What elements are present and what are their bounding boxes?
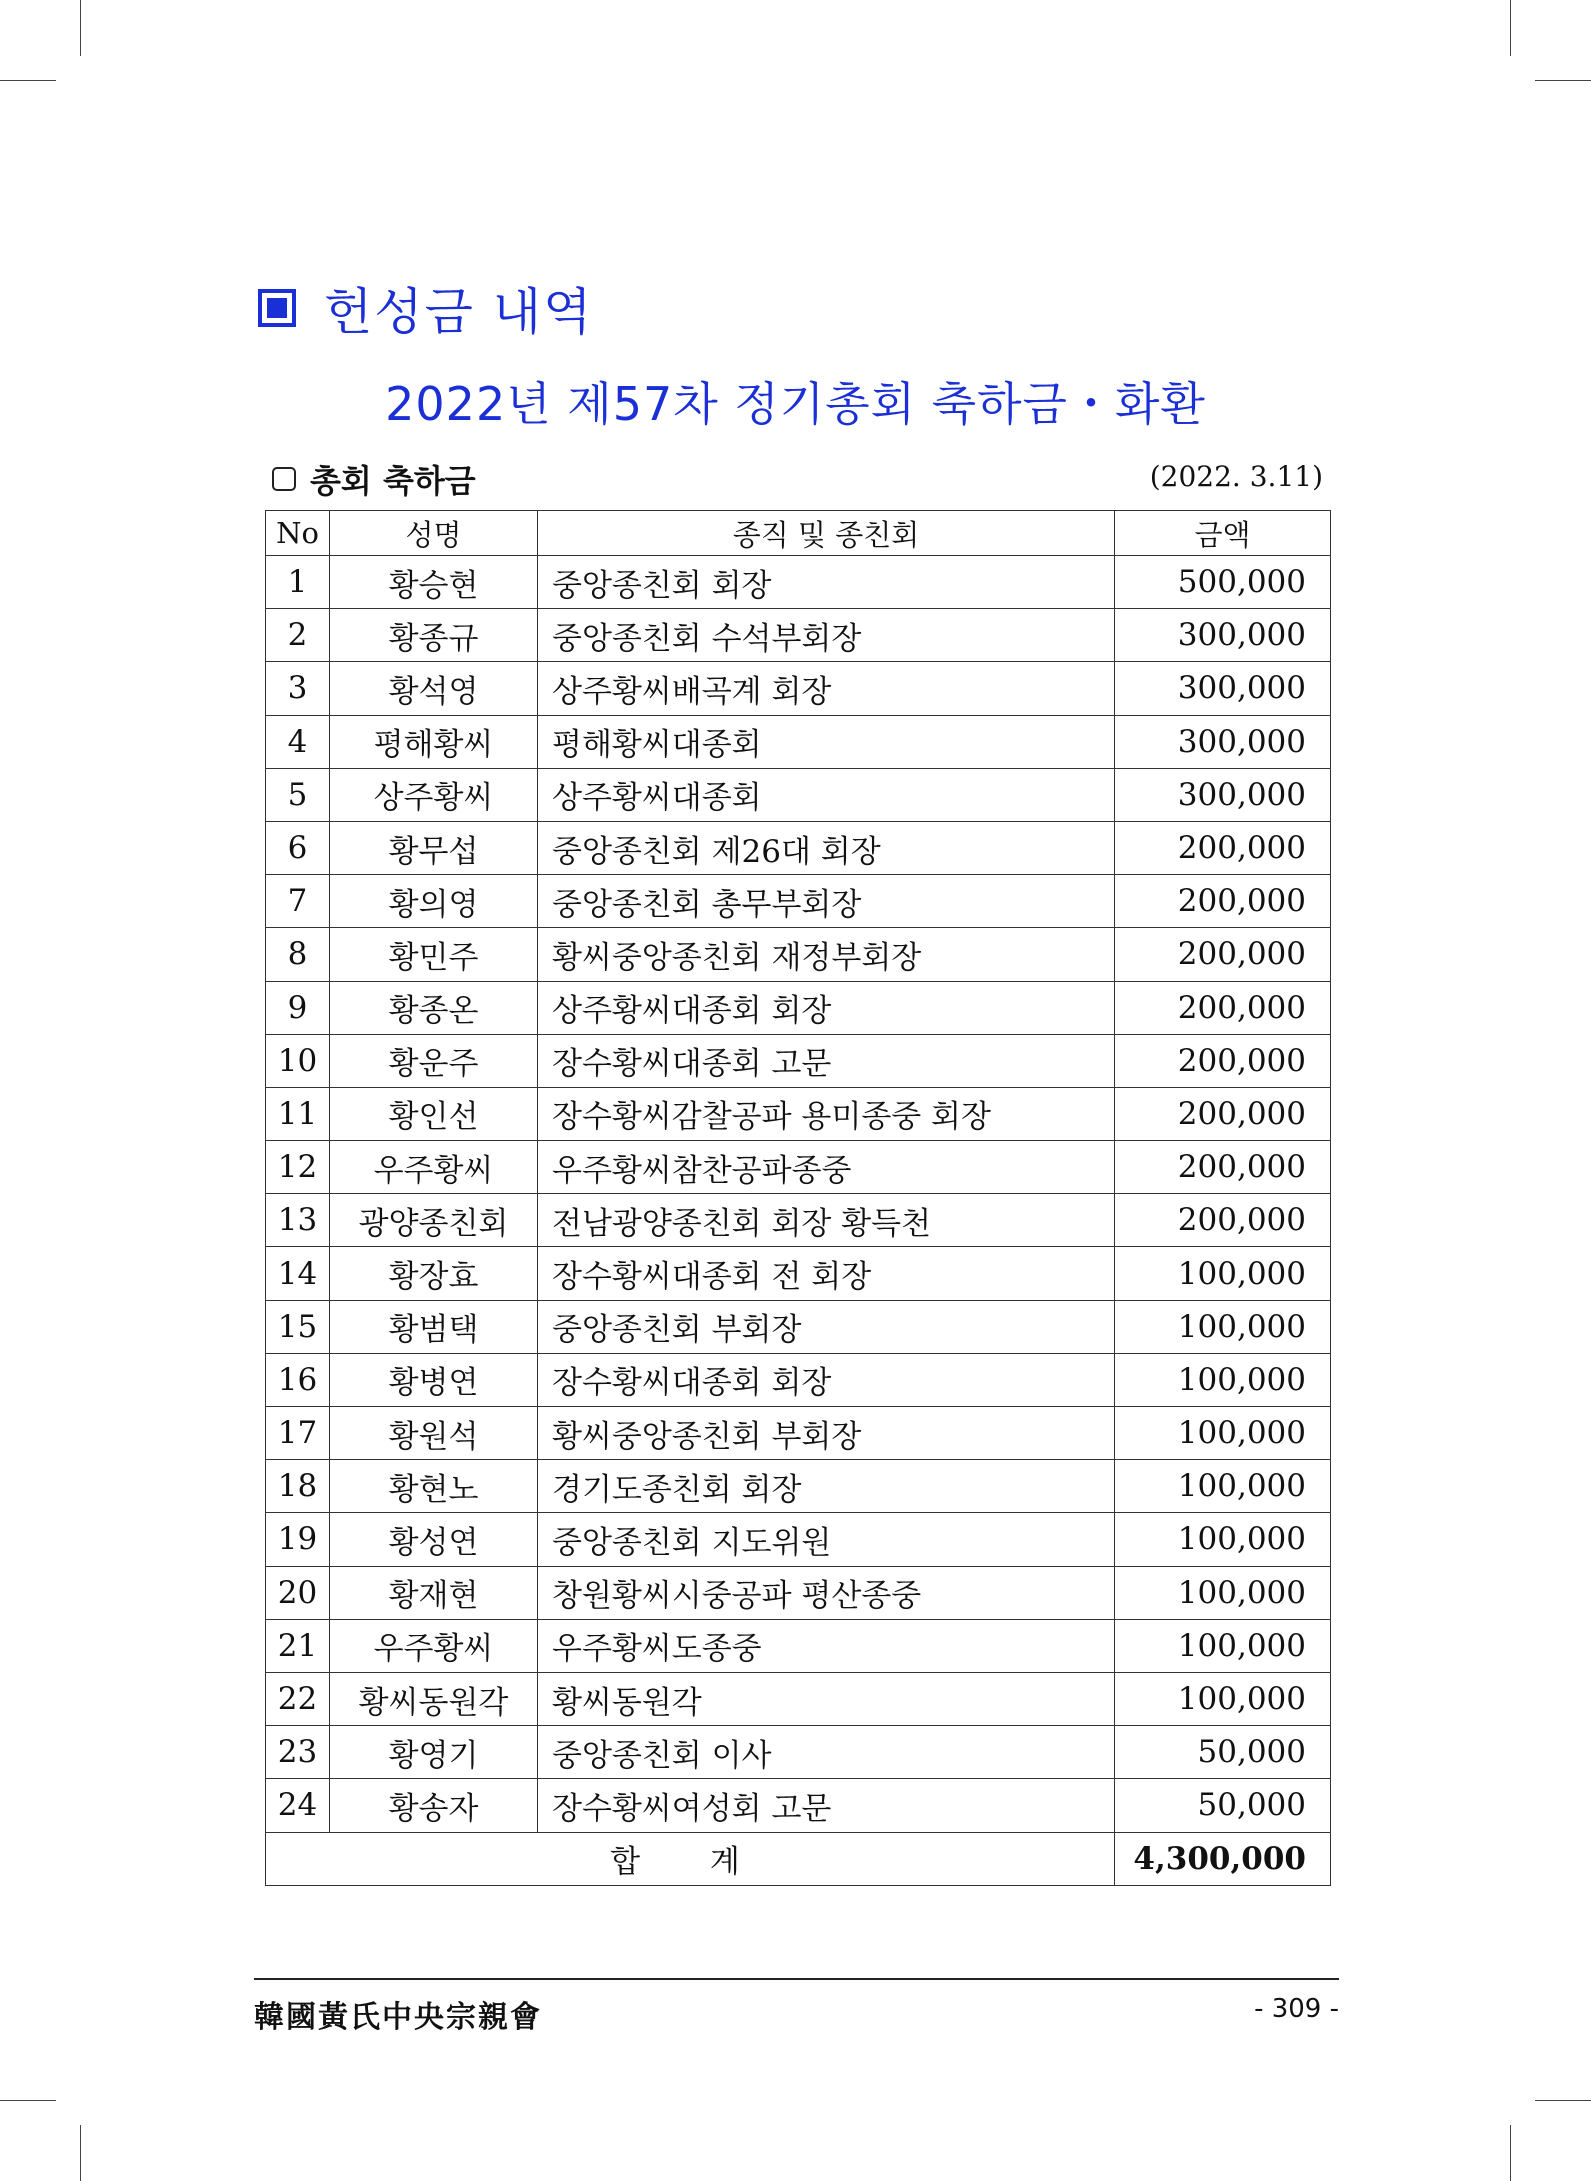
row-name: 광양종친회 [330,1194,538,1247]
row-position: 우주황씨도종중 [538,1619,1115,1672]
table-row [266,1566,1331,1619]
row-amount: 300,000 [1115,662,1331,715]
row-position: 경기도종친회 회장 [538,1460,1115,1513]
row-position: 황씨중앙종친회 부회장 [538,1407,1115,1460]
crop-mark [1535,2100,1591,2101]
table-row [266,1034,1331,1087]
row-position: 황씨중앙종친회 재정부회장 [538,928,1115,981]
crop-mark [80,0,81,56]
row-amount: 500,000 [1115,556,1331,609]
row-name: 황재현 [330,1566,538,1619]
row-amount: 100,000 [1115,1513,1331,1566]
row-amount: 200,000 [1115,928,1331,981]
row-no: 15 [266,1300,330,1353]
row-amount: 100,000 [1115,1619,1331,1672]
row-amount: 200,000 [1115,875,1331,928]
section-heading [258,272,593,344]
header-amount: 금액 [1115,511,1331,556]
table-row [266,928,1331,981]
row-no: 24 [266,1779,330,1832]
row-no: 21 [266,1619,330,1672]
row-no: 6 [266,821,330,874]
crop-mark [80,2125,81,2181]
row-position: 장수황씨감찰공파 용미종중 회장 [538,1087,1115,1140]
row-amount: 300,000 [1115,768,1331,821]
row-amount: 100,000 [1115,1672,1331,1725]
row-name: 황종온 [330,981,538,1034]
row-position: 중앙종친회 수석부회장 [538,609,1115,662]
crop-mark [0,2100,56,2101]
row-name: 황범택 [330,1300,538,1353]
row-name: 우주황씨 [330,1141,538,1194]
row-amount: 200,000 [1115,1034,1331,1087]
row-position: 중앙종친회 회장 [538,556,1115,609]
row-no: 4 [266,715,330,768]
row-position: 우주황씨참찬공파종중 [538,1141,1115,1194]
row-amount: 200,000 [1115,1141,1331,1194]
row-no: 13 [266,1194,330,1247]
table-row [266,556,1331,609]
table-row [266,821,1331,874]
table-row [266,1460,1331,1513]
row-name: 황인선 [330,1087,538,1140]
table-row [266,1353,1331,1406]
table-row [266,768,1331,821]
subsection-date: (2022. 3.11) [1149,460,1323,493]
table-row [266,875,1331,928]
row-amount: 100,000 [1115,1247,1331,1300]
filled-square-icon [258,289,296,327]
row-name: 상주황씨 [330,768,538,821]
row-name: 평해황씨 [330,715,538,768]
checkbox-icon [272,467,296,491]
table-row [266,662,1331,715]
subsection-title: 총회 축하금 [310,462,476,500]
row-amount: 100,000 [1115,1353,1331,1406]
row-amount: 50,000 [1115,1726,1331,1779]
row-no: 16 [266,1353,330,1406]
row-name: 황원석 [330,1407,538,1460]
row-name: 황승현 [330,556,538,609]
row-position: 중앙종친회 지도위원 [538,1513,1115,1566]
header-position: 종직 및 종친회 [538,511,1115,556]
total-amount: 4,300,000 [1115,1832,1331,1885]
table-row [266,1194,1331,1247]
row-name: 황영기 [330,1726,538,1779]
table-row [266,1087,1331,1140]
row-amount: 100,000 [1115,1566,1331,1619]
footer-organization: 韓國黃氏中央宗親會 [254,2000,542,2035]
crop-mark [0,80,56,81]
row-amount: 50,000 [1115,1779,1331,1832]
header-no: No [266,511,330,556]
row-position: 장수황씨여성회 고문 [538,1779,1115,1832]
row-no: 18 [266,1460,330,1513]
row-name: 황의영 [330,875,538,928]
row-amount: 100,000 [1115,1300,1331,1353]
row-no: 12 [266,1141,330,1194]
row-no: 2 [266,609,330,662]
row-amount: 300,000 [1115,609,1331,662]
footer-divider [254,1978,1339,1980]
row-no: 19 [266,1513,330,1566]
row-name: 황종규 [330,609,538,662]
crop-mark [1510,0,1511,56]
table-row [266,1300,1331,1353]
row-no: 5 [266,768,330,821]
table-row [266,609,1331,662]
table-row [266,1141,1331,1194]
row-position: 창원황씨시중공파 평산종중 [538,1566,1115,1619]
row-name: 우주황씨 [330,1619,538,1672]
row-name: 황석영 [330,662,538,715]
row-position: 장수황씨대종회 회장 [538,1353,1115,1406]
row-no: 14 [266,1247,330,1300]
row-amount: 200,000 [1115,821,1331,874]
row-position: 평해황씨대종회 [538,715,1115,768]
row-no: 8 [266,928,330,981]
crop-mark [1510,2125,1511,2181]
row-name: 황장효 [330,1247,538,1300]
row-position: 전남광양종친회 회장 황득천 [538,1194,1115,1247]
row-name: 황송자 [330,1779,538,1832]
table-row [266,1779,1331,1832]
table-row [266,1513,1331,1566]
header-name: 성명 [330,511,538,556]
row-amount: 100,000 [1115,1407,1331,1460]
table-row [266,1619,1331,1672]
section-heading-text: 헌성금 내역 [324,283,594,341]
document-title: 2022년 제57차 정기총회 축하금・화환 [385,377,1206,431]
row-no: 17 [266,1407,330,1460]
total-row [266,1832,1331,1885]
table-row [266,1672,1331,1725]
total-label: 합 계 [266,1832,1115,1885]
row-name: 황성연 [330,1513,538,1566]
row-no: 11 [266,1087,330,1140]
table-body [266,556,1331,1833]
row-amount: 100,000 [1115,1460,1331,1513]
row-position: 장수황씨대종회 고문 [538,1034,1115,1087]
row-amount: 200,000 [1115,1087,1331,1140]
page-number: - 309 - [1254,1994,1339,2024]
row-no: 3 [266,662,330,715]
row-position: 중앙종친회 제26대 회장 [538,821,1115,874]
row-amount: 300,000 [1115,715,1331,768]
table-row [266,715,1331,768]
row-position: 상주황씨대종회 [538,768,1115,821]
row-position: 장수황씨대종회 전 회장 [538,1247,1115,1300]
row-position: 상주황씨대종회 회장 [538,981,1115,1034]
table-row [266,1726,1331,1779]
row-name: 황현노 [330,1460,538,1513]
row-no: 1 [266,556,330,609]
row-name: 황씨동원각 [330,1672,538,1725]
row-no: 10 [266,1034,330,1087]
row-no: 9 [266,981,330,1034]
row-name: 황병연 [330,1353,538,1406]
row-no: 20 [266,1566,330,1619]
table-row [266,1407,1331,1460]
row-no: 23 [266,1726,330,1779]
row-no: 22 [266,1672,330,1725]
row-amount: 200,000 [1115,981,1331,1034]
row-amount: 200,000 [1115,1194,1331,1247]
row-position: 중앙종친회 부회장 [538,1300,1115,1353]
subsection-heading [272,456,476,502]
row-position: 황씨동원각 [538,1672,1115,1725]
row-position: 중앙종친회 이사 [538,1726,1115,1779]
table-row [266,1247,1331,1300]
row-position: 상주황씨배곡계 회장 [538,662,1115,715]
row-position: 중앙종친회 총무부회장 [538,875,1115,928]
table-header-row [266,511,1331,556]
row-no: 7 [266,875,330,928]
row-name: 황무섭 [330,821,538,874]
table-row [266,981,1331,1034]
crop-mark [1535,80,1591,81]
row-name: 황민주 [330,928,538,981]
row-name: 황운주 [330,1034,538,1087]
donations-table [265,510,1331,1886]
